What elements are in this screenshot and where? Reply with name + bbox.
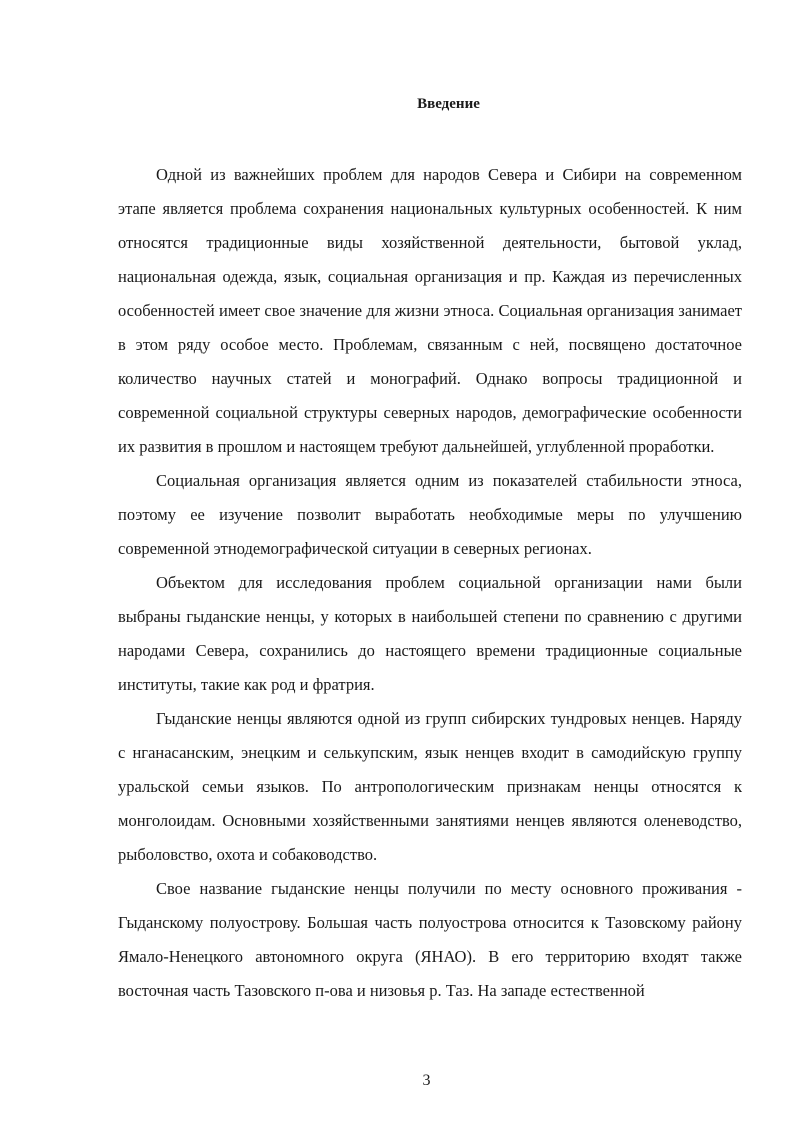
page-title: Введение [417,96,480,112]
page-number: 3 [422,1072,431,1089]
paragraph-5: Свое название гыданские ненцы получили по месту основного проживания - Гыданскому полуострову. Большая часть полуострова относится к Тазовскому району Ямало-Ненецкого автономного округа (ЯНАО). В его территорию входят также восточная часть Тазовского п-ова и низовья р. Таз. На западе естественной [118,879,742,1000]
paragraph-3: Объектом для исследования проблем социальной организации нами были выбраны гыданские ненцы, у которых в наибольшей степени по сравнению с другими народами Севера, сохранились до настоящего времени традиционные социальные институты, такие как род и фратрия. [118,573,742,694]
paragraph-2: Социальная организация является одним из показателей стабильности этноса, поэтому ее изучение позволит выработать необходимые меры по улучшению современной этнодемографической ситуации в северных регионах. [118,471,742,558]
body-text [118,158,742,1008]
paragraph-4: Гыданские ненцы являются одной из групп сибирских тундровых ненцев. Наряду с нганасанским, энецким и селькупским, язык ненцев входит в самодийскую группу уральской семьи языков. По антропологическим признакам ненцы относятся к монголоидам. Основными хозяйственными занятиями ненцев являются оленеводство, рыболовство, охота и собаководство. [118,709,742,864]
paragraph-1: Одной из важнейших проблем для народов Севера и Сибири на современном этапе является проблема сохранения национальных культурных особенностей. К ним относятся традиционные виды хозяйственной деятельности, бытовой уклад, национальная одежда, язык, социальная организация и пр. Каждая из перечисленных особенностей имеет свое значение для жизни этноса. Социальная организация занимает в этом ряду особое место. Проблемам, связанным с ней, посвящено достаточное количество научных статей и монографий. Однако вопросы традиционной и современной социальной структуры северных народов, демографические особенности их развития в прошлом и настоящем требуют дальнейшей, углубленной проработки. [118,165,742,456]
